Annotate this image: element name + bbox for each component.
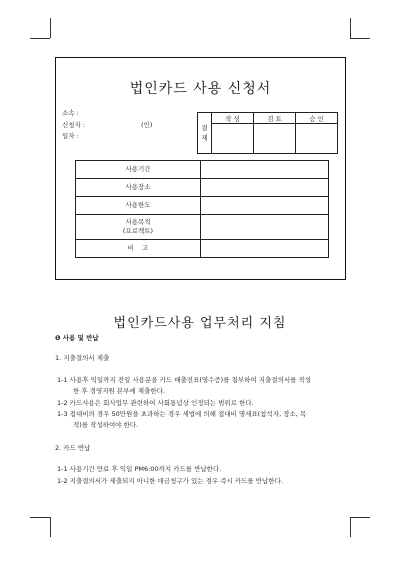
date-label: 일자 :	[62, 132, 79, 140]
usage-label-purpose	[76, 215, 201, 240]
guide-item-1-1-cont: 한 후 경영지원 본부에 제출한다.	[73, 387, 165, 395]
usage-row-purpose	[76, 215, 329, 240]
guide-item-1-3: 1-3 접대비의 경우 50만원을 초과하는 경우 세법에 의해 접대비 명세표(참석자, 장소, 목	[57, 410, 307, 418]
subsection-title-1: 1. 지출결의서 제출	[55, 354, 110, 362]
guide-item-1-1: 1-1 사용후 익일까지 전일 사용분을 카드 매출전표(영수증)를 첨부하여 지출결의서를 작성	[57, 376, 312, 384]
usage-label-purpose-line1: 사용목적	[125, 218, 151, 226]
usage-row-remarks	[76, 240, 329, 258]
usage-row-limit	[76, 197, 329, 215]
crop-mark-top-left-v	[50, 18, 51, 38]
usage-value-period[interactable]	[201, 161, 329, 179]
guide-item-2-1: 1-1 사용기간 만료 후 익일 PM6:00까지 카드를 반납한다.	[57, 465, 222, 473]
usage-row-place	[76, 179, 329, 197]
guide-item-2-2: 1-2 지출결의서가 제출되지 아니한 대금청구가 있는 경우 즉시 카드를 반납한다.	[57, 477, 283, 485]
crop-mark-top-left-h	[30, 38, 50, 39]
crop-mark-top-right-v	[350, 18, 351, 38]
guide-item-1-2: 1-2 카드사용은 회사업무 관련하여 사회통념상 인정되는 범위로 한다.	[57, 399, 254, 407]
usage-label-limit: 사용한도	[76, 197, 201, 215]
usage-table	[75, 160, 329, 258]
usage-value-purpose[interactable]	[201, 215, 329, 240]
subsection-title-2: 2. 카드 반납	[55, 444, 91, 452]
form-title: 법인카드 사용 신청서	[129, 81, 272, 97]
approval-side-char-2: 재	[201, 134, 208, 142]
crop-mark-top-right-h	[350, 38, 370, 39]
approval-sign-writer[interactable]	[212, 124, 254, 154]
approval-side-label	[198, 113, 212, 154]
approval-col-reviewer: 검 토	[254, 113, 296, 124]
approval-sign-approver[interactable]	[296, 124, 338, 154]
dept-label: 소속 :	[62, 109, 79, 117]
crop-mark-bottom-right-h	[350, 517, 370, 518]
usage-value-place[interactable]	[201, 179, 329, 197]
crop-mark-bottom-left-v	[50, 517, 51, 537]
approval-table	[197, 112, 338, 154]
usage-label-period: 사용기간	[76, 161, 201, 179]
crop-mark-bottom-left-h	[30, 517, 50, 518]
applicant-label: 신청자 :	[62, 121, 86, 129]
approval-side-char-1: 결	[201, 124, 208, 132]
usage-label-place: 사용장소	[76, 179, 201, 197]
usage-value-limit[interactable]	[201, 197, 329, 215]
guide-title: 법인카드사용 업무처리 지침	[113, 316, 287, 331]
approval-col-writer: 작 성	[212, 113, 254, 124]
approval-sign-reviewer[interactable]	[254, 124, 296, 154]
guide-item-1-3-cont: 적)를 작성하여야 한다.	[73, 421, 139, 429]
crop-mark-bottom-right-v	[350, 517, 351, 537]
usage-label-purpose-line2: (프로젝트)	[122, 227, 154, 235]
seal-mark: (인)	[141, 121, 153, 129]
application-form	[55, 57, 346, 280]
section-heading: ❶ 사용 및 반납	[55, 334, 99, 342]
usage-label-remarks: 비 고	[76, 240, 201, 258]
usage-row-period	[76, 161, 329, 179]
approval-col-approver: 승 인	[296, 113, 338, 124]
usage-value-remarks[interactable]	[201, 240, 329, 258]
